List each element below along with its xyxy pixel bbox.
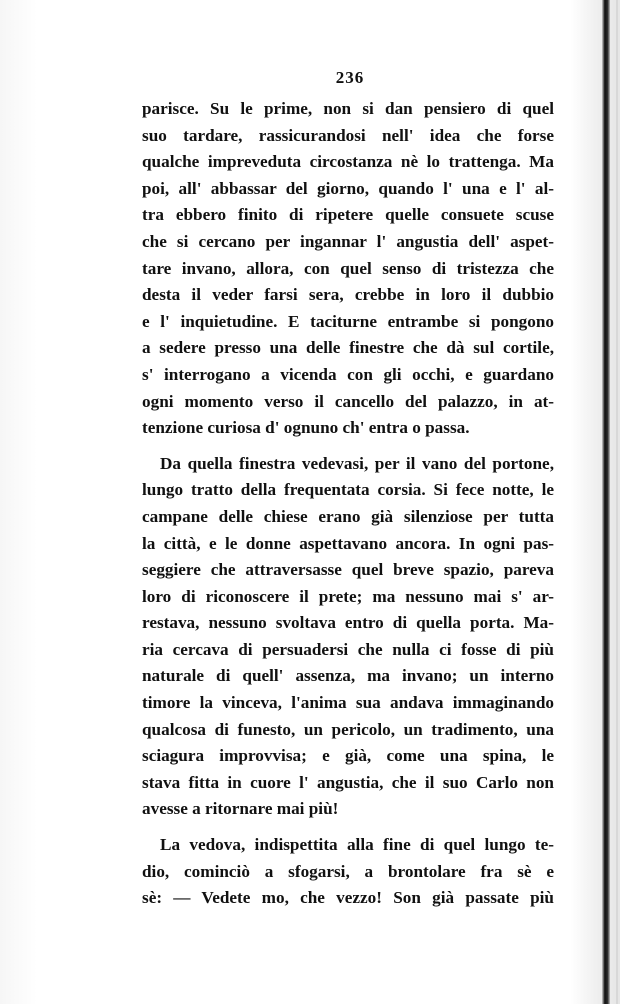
- text-line: sciagura improvvisa; e già, come una spina, le: [142, 746, 554, 766]
- text-line: timore la vinceva, l'anima sua andava immaginando: [142, 693, 554, 713]
- text-line: ogni momento verso il cancello del palazzo, in at-: [142, 391, 554, 411]
- text-line: lungo tratto della frequentata corsia. Si fece notte, le: [142, 480, 554, 500]
- text-line: parisce. Su le prime, non si dan pensiero di quel: [142, 99, 554, 118]
- text-line: stava fitta in cuore l' angustia, che il suo Carlo non: [142, 772, 554, 792]
- page-number: 236: [335, 68, 365, 87]
- body-text: [142, 96, 554, 912]
- text-line: ria cercava di persuadersi che nulla ci fosse di più: [142, 639, 554, 659]
- text-line: avesse a ritornare mai più!: [142, 799, 339, 819]
- text-line: che si cercano per ingannar l' angustia dell' aspet-: [142, 231, 554, 251]
- paragraph: [142, 451, 554, 823]
- page-binding-shadow: [602, 0, 610, 1004]
- text-line: La vedova, indispettita alla fine di quel lungo te-: [160, 835, 554, 855]
- text-line: tenzione curiosa d' ognuno ch' entra o passa.: [142, 418, 470, 438]
- text-line: qualche impreveduta circostanza nè lo trattenga. Ma: [142, 152, 554, 172]
- text-line: a sedere presso una delle finestre che dà sul cortile,: [142, 338, 554, 358]
- text-line: Da quella finestra vedevasi, per il vano del portone,: [160, 453, 554, 473]
- text-line: e l' inquietudine. E taciturne entrambe si pongono: [142, 311, 554, 331]
- page-edge: [616, 0, 618, 1004]
- paragraph-gap: [142, 823, 554, 832]
- text-line: sè: — Vedete mo, che vezzo! Son già passate più: [142, 888, 554, 908]
- text-line: loro di riconoscere il prete; ma nessuno mai s' ar-: [142, 586, 554, 606]
- text-line: seggiere che attraversasse quel breve spazio, pareva: [142, 560, 554, 580]
- text-line: la città, e le donne aspettavano ancora. In ogni pas-: [142, 533, 554, 553]
- text-line: poi, all' abbassar del giorno, quando l' una e l' al-: [142, 178, 554, 198]
- paragraph: [142, 832, 554, 912]
- text-line: tare invano, allora, con quel senso di tristezza che: [142, 258, 554, 278]
- text-line: dio, cominciò a sfogarsi, a brontolare fra sè e: [142, 861, 554, 881]
- text-line: campane delle chiese erano già silenziose per tutta: [142, 506, 554, 526]
- text-line: desta il veder farsi sera, crebbe in loro il dubbio: [142, 285, 554, 305]
- text-line: qualcosa di funesto, un pericolo, un tradimento, una: [142, 719, 554, 739]
- text-line: restava, nessuno svoltava entro di quella porta. Ma-: [142, 613, 554, 633]
- text-line: naturale di quell' assenza, ma invano; un interno: [142, 666, 554, 686]
- paragraph-gap: [142, 442, 554, 451]
- text-line: suo tardare, rassicurandosi nell' idea che forse: [142, 125, 554, 145]
- paragraph: [142, 96, 554, 442]
- text-line: tra ebbero finito di ripetere quelle consuete scuse: [142, 205, 554, 225]
- text-line: s' interrogano a vicenda con gli occhi, e guardano: [142, 364, 554, 384]
